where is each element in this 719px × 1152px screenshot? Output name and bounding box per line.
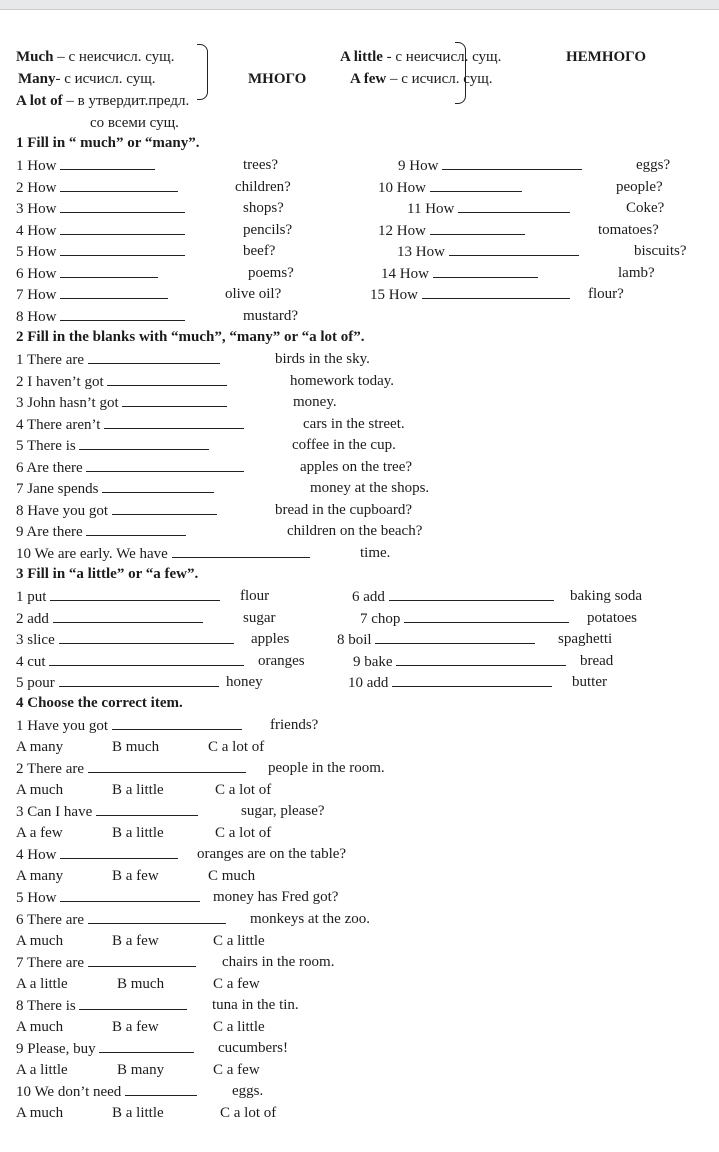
sentence-start: 5 pour [16, 675, 55, 691]
answer-blank[interactable] [49, 652, 244, 666]
ex4-question [16, 888, 200, 907]
ex4-question [16, 910, 226, 929]
answer-blank[interactable] [102, 479, 214, 493]
ex3-item [16, 673, 219, 692]
sentence-end: homework today. [290, 372, 395, 389]
sentence-start: 4 How [16, 222, 57, 239]
answer-blank[interactable] [449, 242, 579, 256]
answer-blank[interactable] [396, 652, 566, 666]
sentence-end: sugar, please? [241, 803, 325, 819]
answer-blank[interactable] [50, 587, 220, 601]
ex3-item [352, 587, 554, 606]
sentence-start: 9 Are there [16, 524, 83, 540]
answer-blank[interactable] [88, 953, 196, 967]
sentence-start: 3 John hasn’t got [16, 395, 119, 411]
sentence-start: 8 How [16, 308, 57, 325]
sentence-start: 4 There aren’t [16, 416, 101, 433]
afew-desc: – с исчисл. сущ. [386, 71, 493, 87]
sentence-end: lamb? [618, 264, 655, 281]
sentence-end: people in the room. [268, 760, 385, 776]
option-a[interactable]: A many [16, 867, 64, 884]
sentence-end: friends? [270, 717, 319, 733]
alittle-desc: - с неисчисл. сущ. [382, 49, 502, 65]
sentence-end: children on the beach? [287, 523, 423, 539]
sentence-start: 8 boil [337, 632, 372, 648]
ex2-item [16, 522, 186, 541]
sentence-end: Coke? [626, 200, 665, 216]
sentence-end: spaghetti [558, 631, 613, 647]
sentence-end: butter [572, 674, 607, 690]
ex1-item [370, 285, 570, 304]
option-c[interactable]: C a lot of [220, 1104, 277, 1121]
ex2-item [16, 458, 244, 477]
answer-blank[interactable] [104, 415, 244, 429]
ex2-item [16, 479, 214, 498]
sentence-start: 10 add [348, 675, 389, 691]
answer-blank[interactable] [389, 587, 554, 601]
ex1-item [407, 199, 570, 218]
option-c[interactable]: C a little [213, 1018, 265, 1035]
sentence-end: cucumbers! [218, 1040, 288, 1056]
sentence-start: 10 We don’t need [16, 1084, 122, 1100]
answer-blank[interactable] [430, 178, 522, 192]
answer-blank[interactable] [59, 630, 234, 644]
answer-blank[interactable] [86, 522, 186, 536]
sentence-start: 3 slice [16, 632, 55, 648]
ex1-item [16, 264, 158, 283]
ex1-item [378, 178, 522, 197]
sentence-start: 10 We are early. We have [16, 545, 168, 562]
option-b[interactable]: B a little [112, 1104, 164, 1121]
mnogo-label: МНОГО [248, 71, 307, 87]
sentence-start: 6 How [16, 265, 57, 282]
sentence-end: oranges [258, 652, 305, 669]
afew-term: A few [350, 71, 387, 87]
answer-blank[interactable] [122, 393, 227, 407]
option-c[interactable]: C a lot of [208, 738, 265, 755]
much-rule [16, 48, 174, 66]
sentence-start: 1 How [16, 158, 57, 174]
sentence-start: 8 There is [16, 998, 76, 1014]
option-b[interactable]: B a few [112, 1018, 159, 1035]
alot-desc-2: со всеми сущ. [90, 115, 179, 131]
option-a[interactable]: A much [16, 1104, 64, 1121]
answer-blank[interactable] [99, 1039, 194, 1053]
answer-blank[interactable] [60, 178, 178, 192]
alittle-term: A little [340, 49, 383, 65]
sentence-start: 7 chop [360, 610, 401, 627]
sentence-end: children? [235, 178, 291, 195]
sentence-end: chairs in the room. [222, 954, 335, 970]
answer-blank[interactable] [422, 285, 570, 299]
ex1-item [398, 156, 582, 175]
answer-blank[interactable] [392, 673, 552, 687]
ex3-item [360, 609, 569, 628]
answer-blank[interactable] [107, 372, 227, 386]
answer-blank[interactable] [430, 221, 525, 235]
answer-blank[interactable] [404, 609, 569, 623]
ex2-item [16, 544, 310, 563]
brace-right [455, 42, 466, 104]
option-c[interactable]: C much [208, 867, 256, 884]
sentence-start: 2 There are [16, 761, 85, 777]
sentence-start: 3 How [16, 201, 57, 217]
ex4-question [16, 1082, 197, 1101]
sentence-start: 1 put [16, 589, 47, 605]
sentence-end: biscuits? [634, 243, 687, 259]
ex3-item [353, 652, 566, 671]
option-a[interactable]: A a little [16, 975, 68, 992]
answer-blank[interactable] [60, 285, 168, 299]
sentence-start: 7 How [16, 287, 57, 303]
answer-blank[interactable] [79, 996, 187, 1010]
sentence-end: sugar [243, 609, 276, 626]
ex4-question [16, 996, 187, 1015]
sentence-end: oranges are on the table? [197, 846, 347, 862]
sentence-end: poems? [248, 264, 294, 281]
sentence-start: 9 bake [353, 653, 393, 670]
answer-blank[interactable] [53, 609, 203, 623]
answer-blank[interactable] [88, 759, 246, 773]
sentence-end: eggs? [636, 157, 671, 173]
ex1-item [378, 221, 525, 240]
ex1-item [16, 307, 185, 326]
much-term: Much [16, 49, 54, 65]
sentence-end: money at the shops. [310, 480, 430, 496]
option-b[interactable]: B much [117, 975, 165, 992]
option-c[interactable]: C a lot of [215, 824, 272, 841]
option-b[interactable]: B a few [112, 932, 159, 949]
ex1-title: 1 Fill in “ much” or “many”. [16, 135, 200, 151]
sentence-end: pencils? [243, 221, 293, 238]
answer-blank[interactable] [60, 221, 185, 235]
option-b[interactable]: B a few [112, 867, 159, 884]
much-desc: – с неисчисл. сущ. [53, 49, 175, 65]
sentence-start: 2 add [16, 610, 49, 627]
sentence-end: apples on the tree? [300, 458, 413, 475]
sentence-end: bread in the cupboard? [275, 501, 413, 518]
sentence-start: 7 There are [16, 955, 85, 971]
ex1-item [16, 178, 178, 197]
ex3-item [16, 609, 203, 628]
option-b[interactable]: B a little [112, 824, 164, 841]
ex4-question [16, 953, 196, 972]
sentence-end: olive oil? [225, 286, 282, 302]
answer-blank[interactable] [112, 716, 242, 730]
answer-blank[interactable] [88, 350, 220, 364]
ex1-item [16, 221, 185, 240]
sentence-start: 15 How [370, 287, 418, 303]
ex2-item [16, 350, 220, 369]
sentence-end: tuna in the tin. [212, 997, 299, 1013]
brace-left [197, 44, 208, 100]
answer-blank[interactable] [86, 458, 244, 472]
sentence-end: money has Fred got? [213, 889, 339, 905]
sentence-end: shops? [243, 200, 284, 216]
ex3-item [16, 652, 244, 671]
sentence-end: honey [226, 674, 263, 690]
ex1-item [381, 264, 538, 283]
afew-rule [350, 70, 493, 88]
sentence-end: baking soda [570, 588, 643, 604]
sentence-start: 6 add [352, 589, 385, 605]
answer-blank[interactable] [112, 501, 217, 515]
ex4-question [16, 759, 246, 778]
sentence-end: trees? [243, 157, 278, 173]
ex4-question [16, 845, 178, 864]
sentence-start: 6 There are [16, 912, 85, 928]
sentence-end: money. [293, 394, 337, 410]
sentence-start: 9 How [398, 158, 439, 174]
sentence-start: 7 Jane spends [16, 481, 99, 497]
option-a[interactable]: A a little [16, 1061, 68, 1078]
answer-blank[interactable] [458, 199, 570, 213]
sentence-end: time. [360, 544, 391, 561]
answer-blank[interactable] [433, 264, 538, 278]
sentence-start: 8 Have you got [16, 502, 109, 519]
many-rule [18, 70, 156, 88]
sentence-start: 10 How [378, 179, 426, 196]
ex4-question [16, 716, 242, 735]
ex1-item [16, 199, 185, 218]
sentence-start: 12 How [378, 222, 426, 239]
option-c[interactable]: C a little [213, 932, 265, 949]
sentence-end: potatoes [587, 609, 637, 626]
ex2-item [16, 393, 227, 412]
ex2-item [16, 415, 244, 434]
sentence-end: flour [240, 588, 270, 604]
alot-term: A lot of [16, 93, 63, 109]
ex1-item [397, 242, 579, 261]
option-a[interactable]: A much [16, 781, 64, 798]
sentence-start: 6 Are there [16, 459, 83, 476]
sentence-start: 2 I haven’t got [16, 373, 104, 390]
answer-blank[interactable] [88, 910, 226, 924]
sentence-start: 11 How [407, 201, 455, 217]
ex3-item [16, 587, 220, 606]
sentence-start: 4 cut [16, 653, 46, 670]
sentence-start: 4 How [16, 847, 57, 863]
answer-blank[interactable] [60, 199, 185, 213]
sentence-end: monkeys at the zoo. [250, 911, 370, 927]
sentence-start: 3 Can I have [16, 804, 93, 820]
answer-blank[interactable] [60, 888, 200, 902]
alittle-rule [340, 48, 501, 66]
option-c[interactable]: C a few [213, 975, 260, 992]
sentence-end: cars in the street. [303, 415, 405, 432]
sentence-end: people? [616, 178, 663, 195]
sentence-end: flour? [588, 286, 624, 302]
ex1-item [16, 156, 155, 175]
sentence-end: coffee in the cup. [292, 437, 396, 453]
sentence-start: 1 Have you got [16, 718, 109, 734]
option-a[interactable]: A a few [16, 824, 63, 841]
answer-blank[interactable] [60, 264, 158, 278]
option-a[interactable]: A much [16, 932, 64, 949]
ex3-title: 3 Fill in “a little” or “a few”. [16, 566, 199, 582]
sentence-end: tomatoes? [598, 221, 659, 238]
sentence-start: 5 How [16, 890, 57, 906]
ex2-title: 2 Fill in the blanks with “much”, “many” or “a lot of”. [16, 329, 365, 345]
answer-blank[interactable] [60, 845, 178, 859]
many-term: Many [18, 71, 56, 87]
answer-blank[interactable] [60, 156, 155, 170]
sentence-end: birds in the sky. [275, 351, 370, 367]
option-a[interactable]: A much [16, 1018, 64, 1035]
option-c[interactable]: C a few [213, 1061, 260, 1078]
answer-blank[interactable] [60, 242, 185, 256]
ex2-item [16, 501, 217, 520]
sentence-end: mustard? [243, 307, 298, 324]
answer-blank[interactable] [79, 436, 209, 450]
sentence-start: 9 Please, buy [16, 1041, 96, 1057]
option-a[interactable]: A many [16, 738, 64, 755]
ex1-item [16, 242, 185, 261]
sentence-start: 14 How [381, 265, 429, 282]
viewer-top-bar [0, 0, 719, 10]
ex2-item [16, 436, 209, 455]
answer-blank[interactable] [172, 544, 310, 558]
alot-desc: – в утвердит.предл. [62, 93, 190, 109]
sentence-start: 5 There is [16, 438, 76, 454]
option-c[interactable]: C a lot of [215, 781, 272, 798]
option-b[interactable]: B many [117, 1061, 165, 1078]
answer-blank[interactable] [375, 630, 535, 644]
ex4-title: 4 Choose the correct item. [16, 695, 183, 711]
sentence-start: 5 How [16, 244, 57, 260]
ex4-question [16, 802, 198, 821]
ex3-item [337, 630, 535, 649]
answer-blank[interactable] [60, 307, 185, 321]
ex3-item [348, 673, 552, 692]
ex2-item [16, 372, 227, 391]
sentence-end: eggs. [232, 1083, 264, 1099]
sentence-end: apples [251, 631, 290, 647]
sentence-start: 2 How [16, 179, 57, 196]
sentence-end: bread [580, 652, 614, 669]
sentence-end: beef? [243, 243, 276, 259]
nemnogo-label: НЕМНОГО [566, 49, 647, 65]
ex4-question [16, 1039, 194, 1058]
answer-blank[interactable] [59, 673, 219, 687]
alot-rule [16, 92, 189, 110]
answer-blank[interactable] [96, 802, 198, 816]
answer-blank[interactable] [125, 1082, 197, 1096]
option-b[interactable]: B much [112, 738, 160, 755]
answer-blank[interactable] [442, 156, 582, 170]
ex3-item [16, 630, 234, 649]
sentence-start: 1 There are [16, 352, 85, 368]
sentence-start: 13 How [397, 244, 445, 260]
many-desc: - с исчисл. сущ. [55, 71, 156, 87]
ex1-item [16, 285, 168, 304]
option-b[interactable]: B a little [112, 781, 164, 798]
